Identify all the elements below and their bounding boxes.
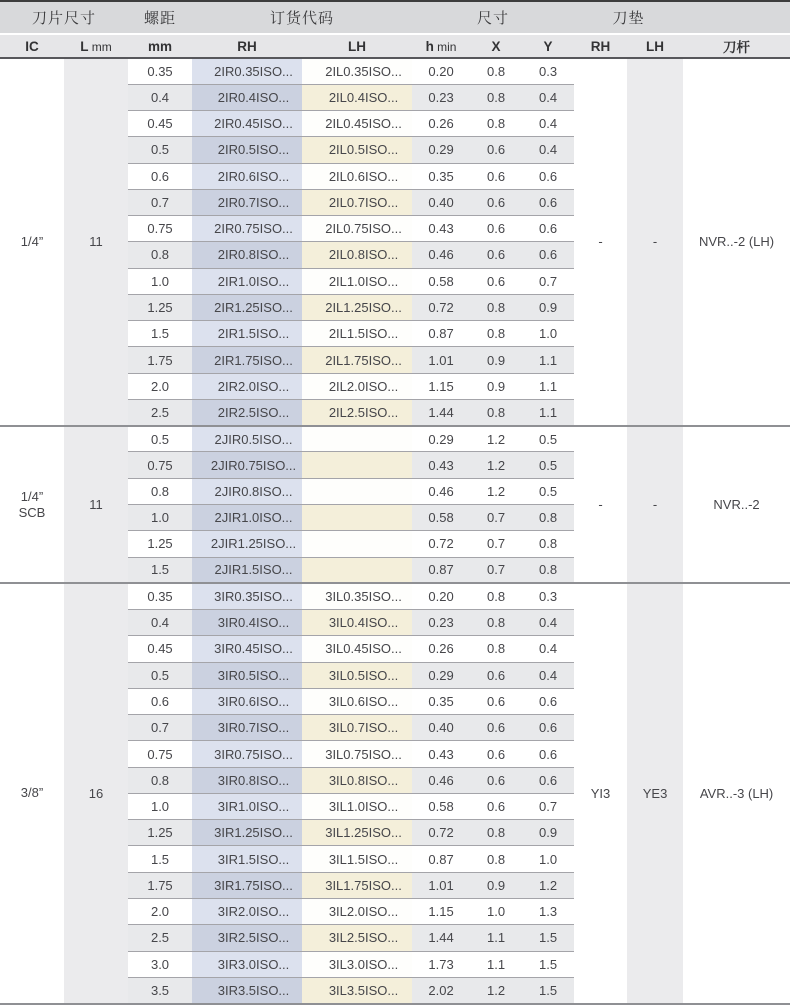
cell-order-code-lh — [302, 505, 412, 531]
cell-dim-y: 0.6 — [522, 741, 574, 767]
cell-toolholder: NVR..-2 — [683, 426, 790, 584]
cell-h-min: 0.46 — [412, 242, 470, 268]
cell-pitch: 1.25 — [128, 531, 192, 557]
cell-pitch: 0.5 — [128, 662, 192, 688]
cell-h-min: 0.35 — [412, 163, 470, 189]
cell-h-min: 0.43 — [412, 452, 470, 478]
cell-dim-y: 0.9 — [522, 294, 574, 320]
cell-insert-size-ic — [0, 583, 64, 1003]
cell-dim-x: 0.8 — [470, 583, 522, 609]
header-pitch-group: 螺距 — [128, 1, 192, 34]
cell-dim-x: 0.6 — [470, 189, 522, 215]
cell-pitch: 2.5 — [128, 399, 192, 425]
cell-dim-x: 0.7 — [470, 557, 522, 583]
cell-pitch: 0.35 — [128, 583, 192, 609]
header-blade-size: 刀片尺寸 — [0, 1, 128, 34]
cell-h-min: 0.87 — [412, 846, 470, 872]
cell-h-min: 0.72 — [412, 820, 470, 846]
cell-pitch: 2.0 — [128, 899, 192, 925]
cell-dim-y: 0.4 — [522, 662, 574, 688]
cell-pitch: 3.5 — [128, 977, 192, 1003]
cell-dim-x: 0.6 — [470, 793, 522, 819]
cell-insert-length: 11 — [64, 58, 128, 426]
cell-pitch: 0.45 — [128, 111, 192, 137]
cell-order-code-lh: 2IL2.5ISO... — [302, 399, 412, 425]
cell-order-code-lh: 3IL1.5ISO... — [302, 846, 412, 872]
cell-toolholder: NVR..-2 (LH) — [683, 58, 790, 426]
cell-order-code-rh: 2IR2.5ISO... — [192, 399, 302, 425]
cell-dim-y: 0.8 — [522, 531, 574, 557]
cell-dim-y: 0.8 — [522, 505, 574, 531]
cell-pitch: 0.8 — [128, 478, 192, 504]
cell-dim-y: 0.5 — [522, 426, 574, 452]
cell-order-code-lh: 3IL0.6ISO... — [302, 688, 412, 714]
cell-order-code-lh: 3IL0.5ISO... — [302, 662, 412, 688]
cell-order-code-lh: 3IL0.7ISO... — [302, 715, 412, 741]
cell-order-code-rh: 2IR1.0ISO... — [192, 268, 302, 294]
cell-dim-x: 0.8 — [470, 846, 522, 872]
cell-dim-x: 0.6 — [470, 662, 522, 688]
cell-pitch: 1.75 — [128, 872, 192, 898]
cell-dim-x: 0.8 — [470, 321, 522, 347]
cell-pitch: 1.5 — [128, 321, 192, 347]
cell-dim-y: 0.4 — [522, 137, 574, 163]
cell-shim-lh: - — [627, 426, 683, 584]
table-header — [0, 1, 790, 58]
cell-order-code-rh: 2IR1.5ISO... — [192, 321, 302, 347]
cell-order-code-rh: 2JIR0.8ISO... — [192, 478, 302, 504]
header-shim-lh: LH — [627, 34, 683, 58]
cell-dim-x: 0.8 — [470, 636, 522, 662]
cell-order-code-rh: 2IR0.7ISO... — [192, 189, 302, 215]
cell-pitch: 1.5 — [128, 557, 192, 583]
cell-order-code-rh: 2IR1.75ISO... — [192, 347, 302, 373]
cell-dim-y: 0.7 — [522, 268, 574, 294]
cell-dim-x: 1.2 — [470, 478, 522, 504]
cell-h-min: 0.43 — [412, 741, 470, 767]
cell-dim-x: 0.6 — [470, 242, 522, 268]
cell-order-code-rh: 2IR0.5ISO... — [192, 137, 302, 163]
cell-order-code-rh: 3IR1.25ISO... — [192, 820, 302, 846]
cell-order-code-lh: 3IL0.45ISO... — [302, 636, 412, 662]
cell-order-code-lh: 3IL3.5ISO... — [302, 977, 412, 1003]
cell-order-code-rh: 2IR0.6ISO... — [192, 163, 302, 189]
cell-pitch: 1.0 — [128, 505, 192, 531]
header-ic: IC — [0, 34, 64, 58]
cell-dim-x: 0.6 — [470, 715, 522, 741]
cell-dim-x: 0.6 — [470, 767, 522, 793]
cell-order-code-lh: 3IL0.8ISO... — [302, 767, 412, 793]
cell-pitch: 1.0 — [128, 793, 192, 819]
cell-h-min: 0.23 — [412, 84, 470, 110]
cell-pitch: 2.5 — [128, 925, 192, 951]
cell-order-code-rh: 2JIR0.5ISO... — [192, 426, 302, 452]
cell-dim-x: 0.6 — [470, 216, 522, 242]
table-row — [0, 426, 790, 452]
header-group-row — [0, 1, 790, 34]
cell-h-min: 0.29 — [412, 137, 470, 163]
cell-pitch: 2.0 — [128, 373, 192, 399]
cell-dim-y: 0.6 — [522, 688, 574, 714]
cell-order-code-rh: 2IR0.8ISO... — [192, 242, 302, 268]
header-h-min: h min — [412, 34, 470, 58]
cell-pitch: 0.7 — [128, 189, 192, 215]
cell-dim-x: 0.6 — [470, 688, 522, 714]
cell-pitch: 0.45 — [128, 636, 192, 662]
cell-order-code-rh: 2JIR0.75ISO... — [192, 452, 302, 478]
cell-dim-x: 0.6 — [470, 741, 522, 767]
cell-pitch: 1.25 — [128, 820, 192, 846]
header-y: Y — [522, 34, 574, 58]
cell-h-min: 0.29 — [412, 662, 470, 688]
cell-h-min: 1.44 — [412, 925, 470, 951]
cell-dim-y: 1.5 — [522, 925, 574, 951]
header-blank — [683, 1, 790, 34]
cell-dim-y: 1.5 — [522, 977, 574, 1003]
cell-order-code-rh: 2IR1.25ISO... — [192, 294, 302, 320]
cell-h-min: 0.58 — [412, 793, 470, 819]
cell-order-code-rh: 3IR1.75ISO... — [192, 872, 302, 898]
cell-h-min: 0.43 — [412, 216, 470, 242]
cell-dim-x: 1.2 — [470, 426, 522, 452]
cell-order-code-rh: 3IR2.0ISO... — [192, 899, 302, 925]
cell-dim-y: 0.6 — [522, 767, 574, 793]
cell-dim-x: 1.1 — [470, 925, 522, 951]
cell-h-min: 0.26 — [412, 636, 470, 662]
cell-dim-x: 1.2 — [470, 452, 522, 478]
cell-order-code-lh: 2IL0.75ISO... — [302, 216, 412, 242]
cell-order-code-rh: 2JIR1.0ISO... — [192, 505, 302, 531]
cell-order-code-rh: 2JIR1.5ISO... — [192, 557, 302, 583]
cell-order-code-lh: 3IL3.0ISO... — [302, 951, 412, 977]
cell-dim-y: 1.2 — [522, 872, 574, 898]
cell-order-code-rh: 3IR0.7ISO... — [192, 715, 302, 741]
cell-order-code-lh: 3IL1.75ISO... — [302, 872, 412, 898]
header-dimensions: 尺寸 — [412, 1, 574, 34]
cell-pitch: 0.4 — [128, 84, 192, 110]
cell-order-code-rh: 3IR3.5ISO... — [192, 977, 302, 1003]
cell-h-min: 1.44 — [412, 399, 470, 425]
cell-pitch: 1.5 — [128, 846, 192, 872]
cell-dim-y: 1.5 — [522, 951, 574, 977]
cell-pitch: 0.6 — [128, 163, 192, 189]
cell-dim-x: 0.9 — [470, 373, 522, 399]
cell-pitch: 0.8 — [128, 767, 192, 793]
cell-dim-y: 0.4 — [522, 610, 574, 636]
cell-order-code-lh: 3IL1.0ISO... — [302, 793, 412, 819]
cell-order-code-rh: 2IR0.35ISO... — [192, 58, 302, 84]
cell-h-min: 0.29 — [412, 426, 470, 452]
cell-insert-size-ic — [0, 426, 64, 584]
cell-order-code-lh — [302, 557, 412, 583]
cell-dim-y: 1.1 — [522, 373, 574, 399]
cell-pitch: 0.5 — [128, 137, 192, 163]
cell-h-min: 1.15 — [412, 899, 470, 925]
cell-dim-x: 0.9 — [470, 872, 522, 898]
header-column-row — [0, 34, 790, 58]
cell-order-code-lh: 2IL0.4ISO... — [302, 84, 412, 110]
cell-order-code-rh: 3IR0.6ISO... — [192, 688, 302, 714]
cell-dim-y: 0.7 — [522, 793, 574, 819]
cell-pitch: 0.75 — [128, 741, 192, 767]
header-shim: 刀垫 — [574, 1, 683, 34]
cell-dim-y: 0.4 — [522, 111, 574, 137]
header-pitch-mm: mm — [128, 34, 192, 58]
cell-h-min: 0.26 — [412, 111, 470, 137]
cell-dim-y: 0.6 — [522, 715, 574, 741]
cell-dim-y: 1.1 — [522, 347, 574, 373]
cell-order-code-lh: 2IL0.5ISO... — [302, 137, 412, 163]
cell-h-min: 0.40 — [412, 189, 470, 215]
cell-order-code-lh: 3IL2.5ISO... — [302, 925, 412, 951]
cell-dim-x: 0.8 — [470, 610, 522, 636]
cell-pitch: 0.75 — [128, 216, 192, 242]
cell-h-min: 0.58 — [412, 505, 470, 531]
cell-dim-y: 0.3 — [522, 583, 574, 609]
cell-pitch: 0.75 — [128, 452, 192, 478]
header-l-mm: L mm — [64, 34, 128, 58]
cell-h-min: 0.35 — [412, 688, 470, 714]
cell-order-code-lh: 3IL0.35ISO... — [302, 583, 412, 609]
cell-dim-x: 0.8 — [470, 84, 522, 110]
cell-order-code-rh: 3IR1.0ISO... — [192, 793, 302, 819]
cell-dim-y: 0.6 — [522, 216, 574, 242]
cell-order-code-rh: 3IR0.5ISO... — [192, 662, 302, 688]
cell-dim-x: 0.7 — [470, 531, 522, 557]
cell-insert-length: 11 — [64, 426, 128, 584]
cell-dim-y: 0.6 — [522, 242, 574, 268]
cell-order-code-rh: 3IR0.35ISO... — [192, 583, 302, 609]
cell-pitch: 0.6 — [128, 688, 192, 714]
cell-h-min: 0.46 — [412, 478, 470, 504]
cell-insert-length: 16 — [64, 583, 128, 1003]
cell-dim-y: 0.4 — [522, 84, 574, 110]
cell-shim-lh: YE3 — [627, 583, 683, 1003]
cell-order-code-lh: 2IL1.75ISO... — [302, 347, 412, 373]
cell-order-code-rh: 2JIR1.25ISO... — [192, 531, 302, 557]
cell-order-code-lh: 2IL0.7ISO... — [302, 189, 412, 215]
cell-dim-y: 0.6 — [522, 163, 574, 189]
cell-h-min: 2.02 — [412, 977, 470, 1003]
header-order-code: 订货代码 — [192, 1, 412, 34]
cell-pitch: 0.4 — [128, 610, 192, 636]
cell-order-code-lh: 3IL0.75ISO... — [302, 741, 412, 767]
cell-pitch: 0.7 — [128, 715, 192, 741]
cell-order-code-rh: 2IR0.45ISO... — [192, 111, 302, 137]
cell-order-code-lh: 2IL0.35ISO... — [302, 58, 412, 84]
cell-order-code-rh: 2IR0.4ISO... — [192, 84, 302, 110]
cell-shim-lh: - — [627, 58, 683, 426]
cell-dim-x: 0.8 — [470, 820, 522, 846]
cell-order-code-lh: 3IL1.25ISO... — [302, 820, 412, 846]
cell-order-code-lh: 3IL0.4ISO... — [302, 610, 412, 636]
cell-dim-y: 1.0 — [522, 846, 574, 872]
cell-dim-x: 0.8 — [470, 58, 522, 84]
cell-order-code-rh: 3IR0.75ISO... — [192, 741, 302, 767]
cell-dim-y: 0.4 — [522, 636, 574, 662]
cell-order-code-lh: 3IL2.0ISO... — [302, 899, 412, 925]
cell-h-min: 1.01 — [412, 347, 470, 373]
cell-dim-x: 0.6 — [470, 268, 522, 294]
insert-size-line: 3/8” — [20, 785, 44, 801]
cell-order-code-lh: 2IL0.6ISO... — [302, 163, 412, 189]
cell-order-code-rh: 3IR0.45ISO... — [192, 636, 302, 662]
cell-dim-y: 0.9 — [522, 820, 574, 846]
cell-order-code-rh: 3IR0.4ISO... — [192, 610, 302, 636]
cell-dim-y: 0.6 — [522, 189, 574, 215]
cell-h-min: 0.20 — [412, 58, 470, 84]
cell-h-min: 0.23 — [412, 610, 470, 636]
cell-order-code-rh: 3IR1.5ISO... — [192, 846, 302, 872]
table-row — [0, 58, 790, 84]
header-code-rh: RH — [192, 34, 302, 58]
cell-order-code-rh: 3IR2.5ISO... — [192, 925, 302, 951]
cell-pitch: 0.8 — [128, 242, 192, 268]
cell-dim-y: 1.3 — [522, 899, 574, 925]
cell-h-min: 0.20 — [412, 583, 470, 609]
cell-order-code-rh: 2IR2.0ISO... — [192, 373, 302, 399]
cell-dim-y: 1.0 — [522, 321, 574, 347]
cell-h-min: 0.58 — [412, 268, 470, 294]
cell-h-min: 0.46 — [412, 767, 470, 793]
cell-toolholder: AVR..-3 (LH) — [683, 583, 790, 1003]
cell-dim-y: 0.8 — [522, 557, 574, 583]
cell-dim-x: 1.0 — [470, 899, 522, 925]
header-code-lh: LH — [302, 34, 412, 58]
cell-order-code-lh: 2IL2.0ISO... — [302, 373, 412, 399]
cell-order-code-lh — [302, 531, 412, 557]
cell-h-min: 0.72 — [412, 294, 470, 320]
cell-order-code-lh: 2IL1.5ISO... — [302, 321, 412, 347]
cell-dim-x: 0.7 — [470, 505, 522, 531]
cell-shim-rh: - — [574, 58, 627, 426]
insert-size-line: 1/4” — [20, 488, 44, 504]
cell-h-min: 1.01 — [412, 872, 470, 898]
cell-dim-y: 0.3 — [522, 58, 574, 84]
cell-h-min: 0.72 — [412, 531, 470, 557]
cell-order-code-rh: 2IR0.75ISO... — [192, 216, 302, 242]
cell-dim-x: 0.8 — [470, 111, 522, 137]
cell-dim-x: 1.2 — [470, 977, 522, 1003]
cell-dim-x: 0.8 — [470, 294, 522, 320]
cell-dim-x: 0.9 — [470, 347, 522, 373]
cell-pitch: 1.0 — [128, 268, 192, 294]
header-shim-rh: RH — [574, 34, 627, 58]
cell-h-min: 1.73 — [412, 951, 470, 977]
cell-dim-y: 1.1 — [522, 399, 574, 425]
cell-h-min: 0.87 — [412, 557, 470, 583]
cell-pitch: 1.75 — [128, 347, 192, 373]
insert-size-line: 1/4” — [20, 233, 44, 249]
cell-dim-x: 0.6 — [470, 163, 522, 189]
cell-shim-rh: - — [574, 426, 627, 584]
header-x: X — [470, 34, 522, 58]
cell-h-min: 1.15 — [412, 373, 470, 399]
cell-pitch: 3.0 — [128, 951, 192, 977]
cell-pitch: 1.25 — [128, 294, 192, 320]
cell-dim-y: 0.5 — [522, 478, 574, 504]
header-holder: 刀杆 — [683, 34, 790, 58]
cell-order-code-rh: 3IR3.0ISO... — [192, 951, 302, 977]
cell-order-code-lh: 2IL0.45ISO... — [302, 111, 412, 137]
cell-order-code-lh: 2IL1.0ISO... — [302, 268, 412, 294]
cell-order-code-lh — [302, 452, 412, 478]
cell-pitch: 0.35 — [128, 58, 192, 84]
cell-order-code-lh — [302, 426, 412, 452]
cell-pitch: 0.5 — [128, 426, 192, 452]
cell-order-code-rh: 3IR0.8ISO... — [192, 767, 302, 793]
cell-shim-rh: YI3 — [574, 583, 627, 1003]
cell-order-code-lh — [302, 478, 412, 504]
table-body — [0, 58, 790, 1004]
cell-dim-y: 0.5 — [522, 452, 574, 478]
cell-dim-x: 1.1 — [470, 951, 522, 977]
cell-dim-x: 0.6 — [470, 137, 522, 163]
cell-h-min: 0.40 — [412, 715, 470, 741]
cell-dim-x: 0.8 — [470, 399, 522, 425]
cell-insert-size-ic — [0, 58, 64, 426]
cell-order-code-lh: 2IL1.25ISO... — [302, 294, 412, 320]
cell-order-code-lh: 2IL0.8ISO... — [302, 242, 412, 268]
insert-size-line: SCB — [18, 504, 46, 520]
table-row — [0, 583, 790, 609]
cell-h-min: 0.87 — [412, 321, 470, 347]
